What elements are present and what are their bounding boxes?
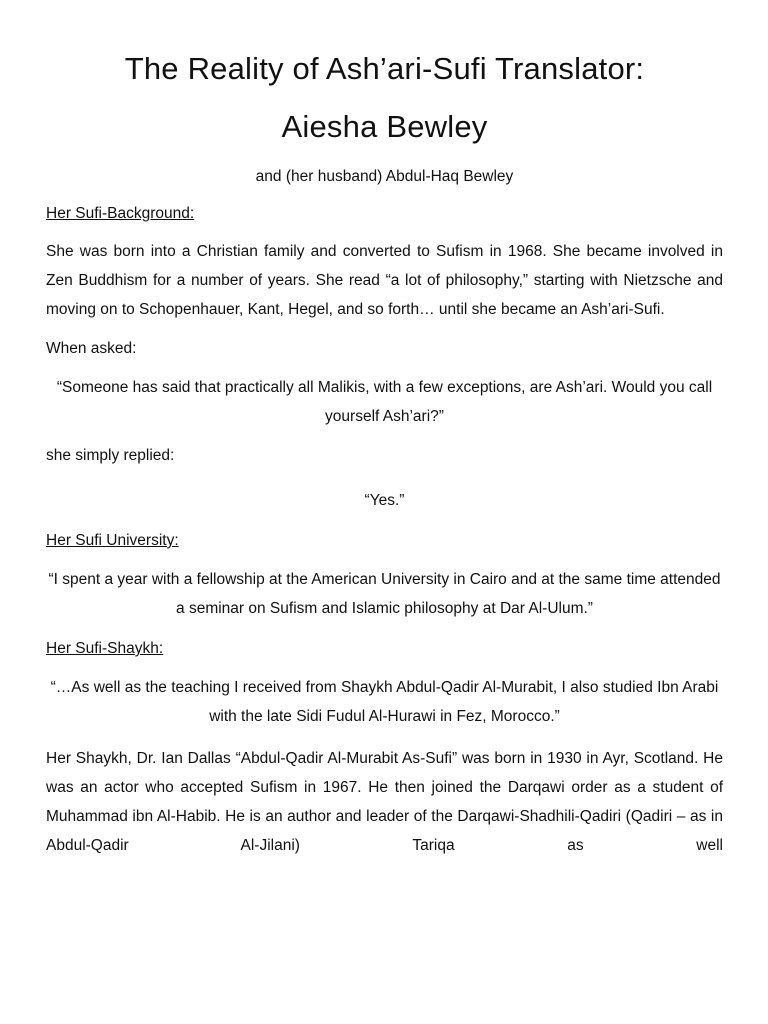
university-quote: “I spent a year with a fellowship at the American University in Cairo and at the same time attended a seminar on Sufism and Islamic philosophy at Dar Al-Ulum.” bbox=[48, 571, 721, 617]
when-asked-text: When asked: bbox=[46, 340, 137, 357]
shaykh-paragraph: Her Shaykh, Dr. Ian Dallas “Abdul-Qadir Al-Murabit As-Sufi” was born in 1930 in Ayr, Scotland. He was an actor who accepted Sufism in 1967. He then joined the Darqawi order as a student of Muhammad ibn Al-Habib. He is an author and leader of the Darqawi-Shadhili-Qadiri (Qadiri – as in Abdul-Qadir Al-Jilani) Tariqa as well bbox=[46, 750, 723, 854]
replied-text: she simply replied: bbox=[46, 447, 175, 464]
section-heading-university: Her Sufi University: bbox=[46, 532, 179, 549]
question-quote: “Someone has said that practically all Malikis, with a few exceptions, are Ash’ari. Would you call yourself Ash’ari?” bbox=[56, 379, 713, 425]
background-paragraph: She was born into a Christian family and converted to Sufism in 1968. She became involved in Zen Buddhism for a number of years. She read “a lot of philosophy,” starting with Nietzsche and moving on to Schopenhauer, Kant, Hegel, and so forth… until she became an Ash’ari-Sufi. bbox=[46, 243, 723, 318]
title-line-2: Aiesha Bewley bbox=[281, 109, 488, 144]
title-line-1: The Reality of Ash’ari-Sufi Translator: bbox=[124, 51, 645, 86]
document-page bbox=[46, 44, 723, 860]
shaykh-quote: “…As well as the teaching I received from Shaykh Abdul-Qadir Al-Murabit, I also studied Ibn Arabi with the late Sidi Fudul Al-Hurawi in Fez, Morocco.” bbox=[50, 679, 719, 725]
subtitle: and (her husband) Abdul-Haq Bewley bbox=[255, 168, 514, 185]
section-heading-shaykh: Her Sufi-Shaykh: bbox=[46, 640, 164, 657]
answer-quote: “Yes.” bbox=[364, 492, 405, 509]
section-heading-background: Her Sufi-Background: bbox=[46, 205, 195, 222]
